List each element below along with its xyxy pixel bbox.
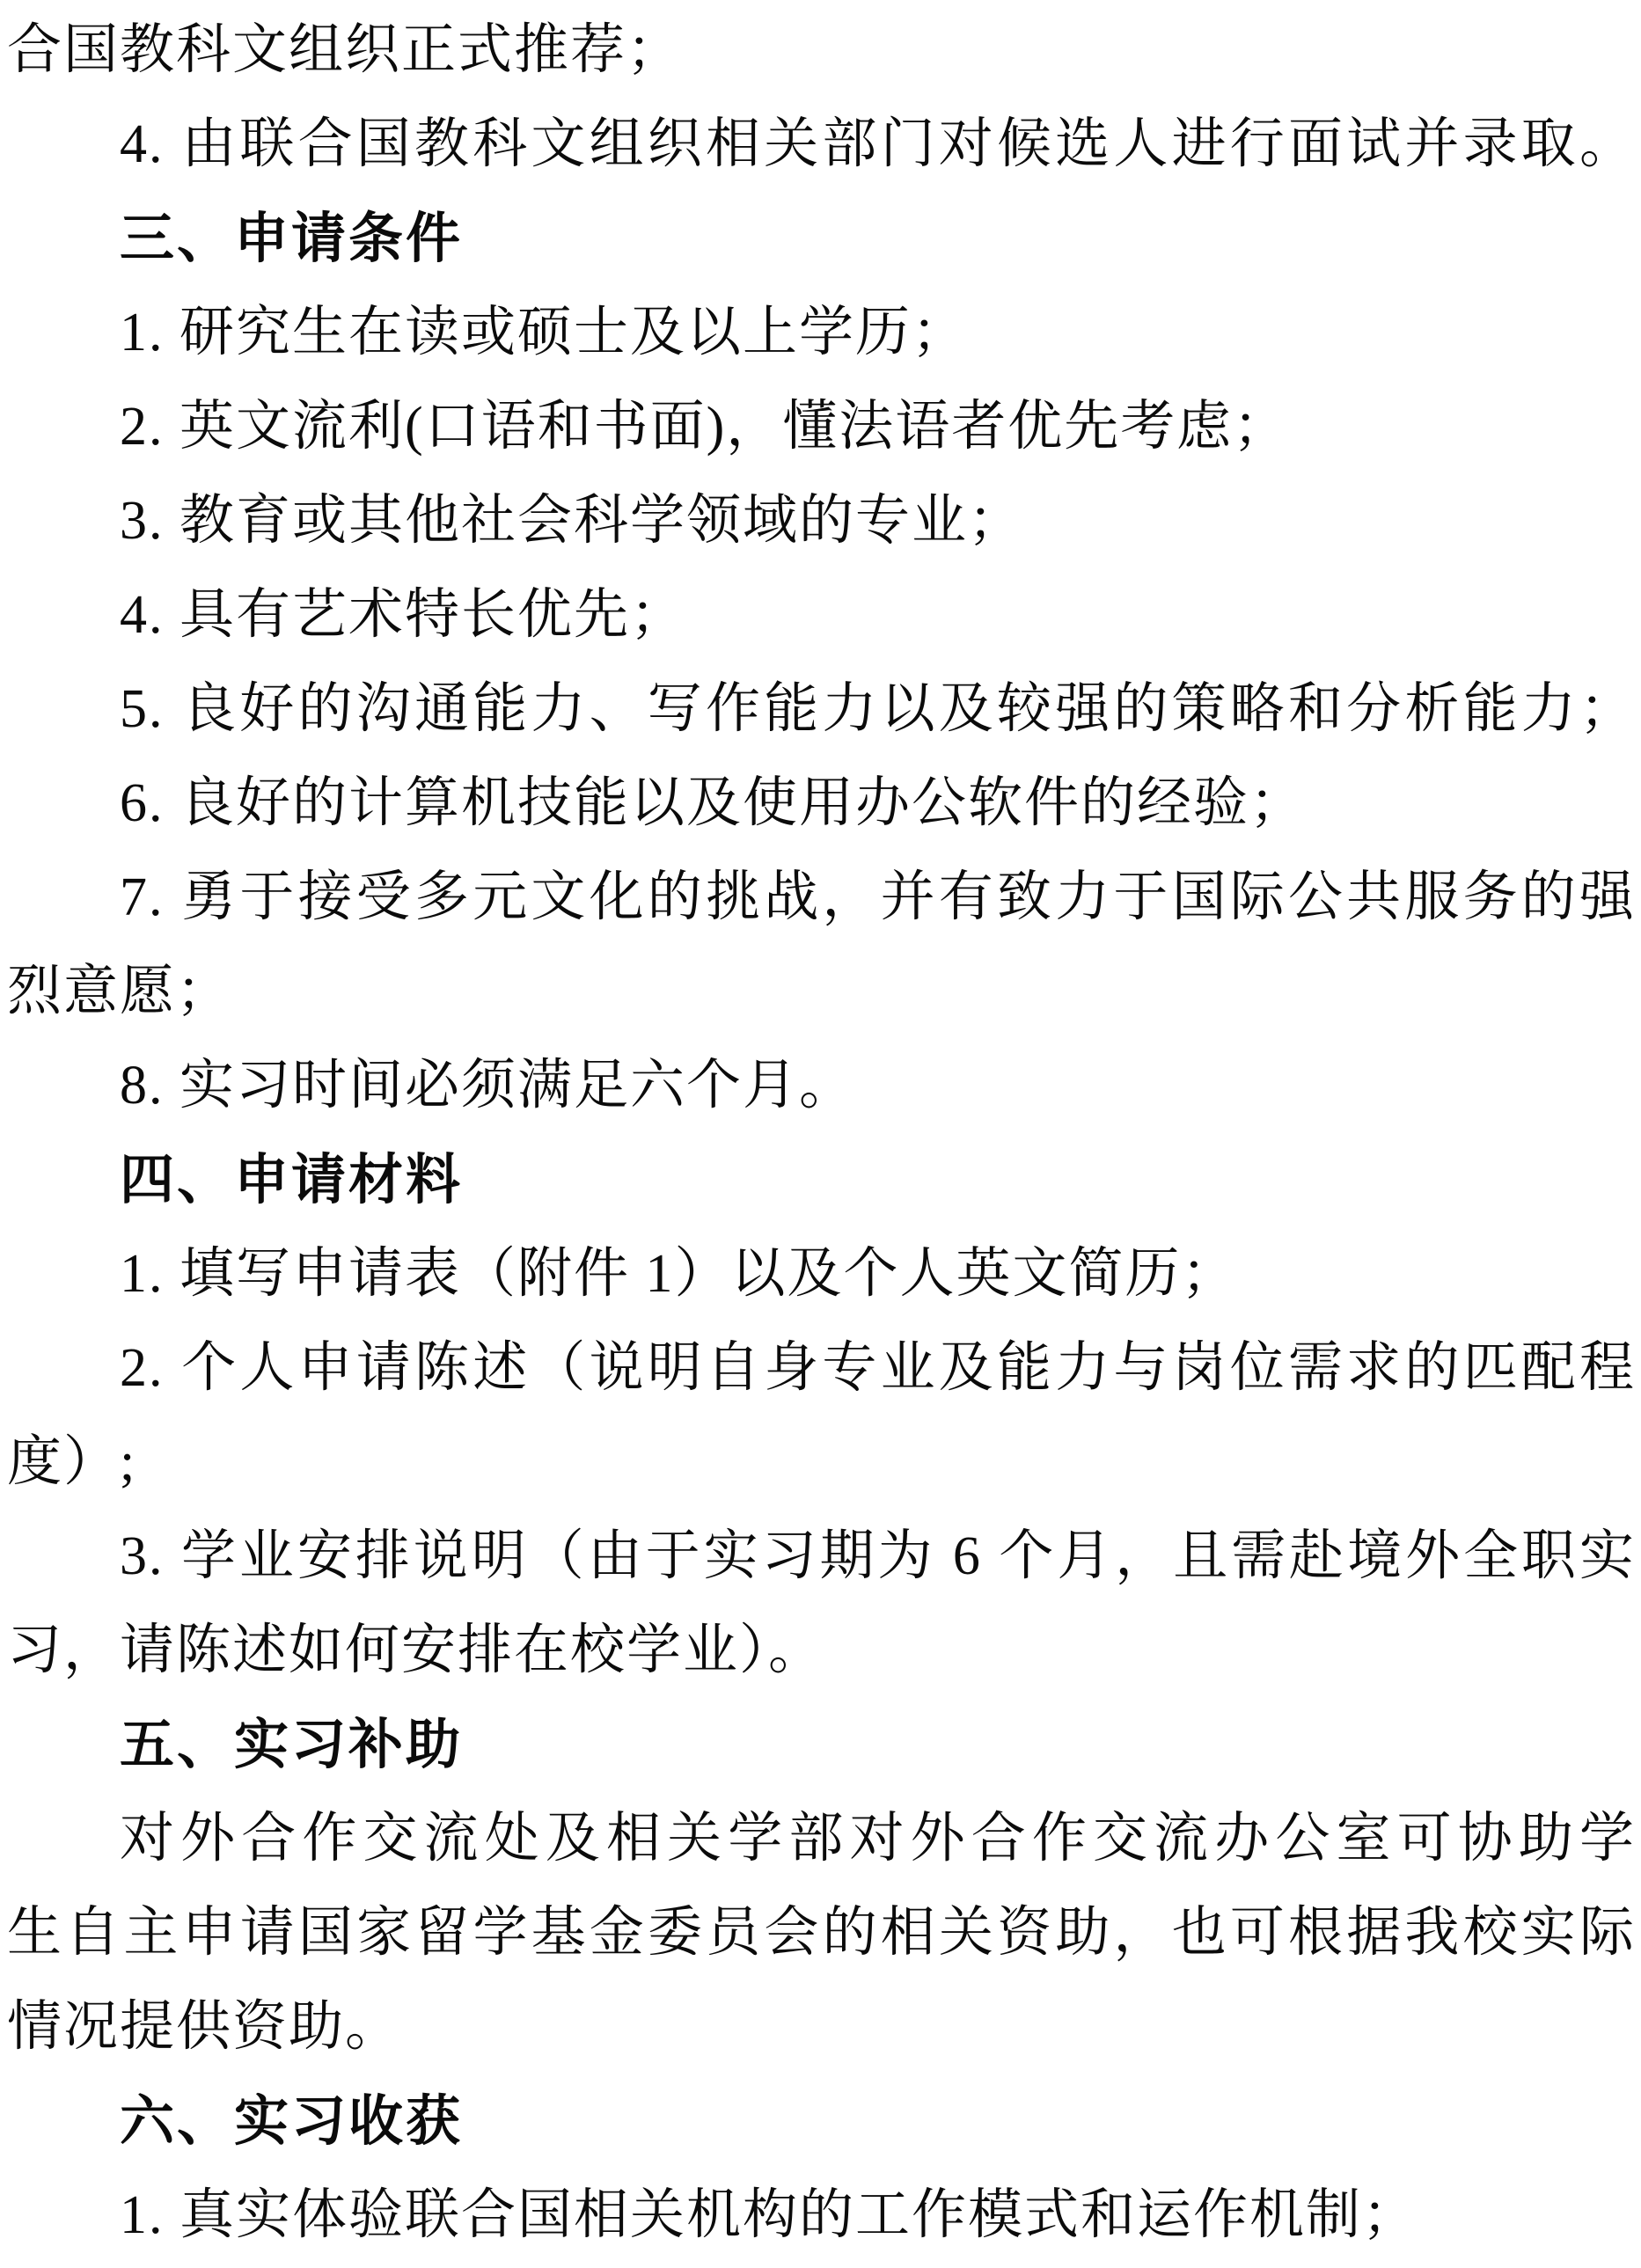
document-line: 习，请陈述如何安排在校学业）。: [7, 1621, 825, 1680]
section-heading-gains: 六、实习收获: [120, 2091, 464, 2152]
document-line: 4. 由联合国教科文组织相关部门对候选人进行面试并录取。: [120, 114, 1636, 174]
document-line: 生自主申请国家留学基金委员会的相关资助，也可根据我校实际: [7, 1903, 1636, 1963]
list-item: 5. 良好的沟通能力、写作能力以及较强的策略和分析能力；: [120, 679, 1636, 739]
document-line: 烈意愿；: [7, 962, 233, 1021]
section-heading-requirements: 三、申请条件: [120, 209, 464, 269]
document-line: 情况提供资助。: [7, 1997, 402, 2057]
list-item: 3. 教育或其他社会科学领域的专业；: [120, 491, 1025, 551]
document-line: 度）;: [7, 1432, 137, 1492]
paragraph-line: 对外合作交流处及相关学部对外合作交流办公室可协助学: [120, 1809, 1636, 1869]
list-item: 1. 研究生在读或硕士及以上学历；: [120, 303, 969, 362]
section-heading-subsidy: 五、实习补助: [120, 1715, 464, 1775]
list-item: 1. 填写申请表（附件 1）以及个人英文简历；: [120, 1244, 1238, 1304]
list-item: 6. 良好的计算机技能以及使用办公软件的经验；: [120, 773, 1307, 833]
document-line: 合国教科文组织正式推荐；: [7, 20, 684, 80]
list-item: 8. 实习时间必须满足六个月。: [120, 1056, 856, 1116]
section-heading-materials: 四、申请材料: [120, 1150, 464, 1211]
list-item: 1. 真实体验联合国相关机构的工作模式和运作机制；: [120, 2185, 1419, 2245]
list-item: 2. 个人申请陈述（说明自身专业及能力与岗位需求的匹配程: [120, 1338, 1636, 1398]
list-item: 7. 勇于接受多元文化的挑战，并有致力于国际公共服务的强: [120, 867, 1636, 927]
list-item: 3. 学业安排说明（由于实习期为 6 个月，且需赴境外全职实: [120, 1526, 1636, 1586]
list-item: 2. 英文流利(口语和书面)，懂法语者优先考虑；: [120, 397, 1290, 457]
list-item: 4. 具有艺术特长优先；: [120, 585, 687, 645]
